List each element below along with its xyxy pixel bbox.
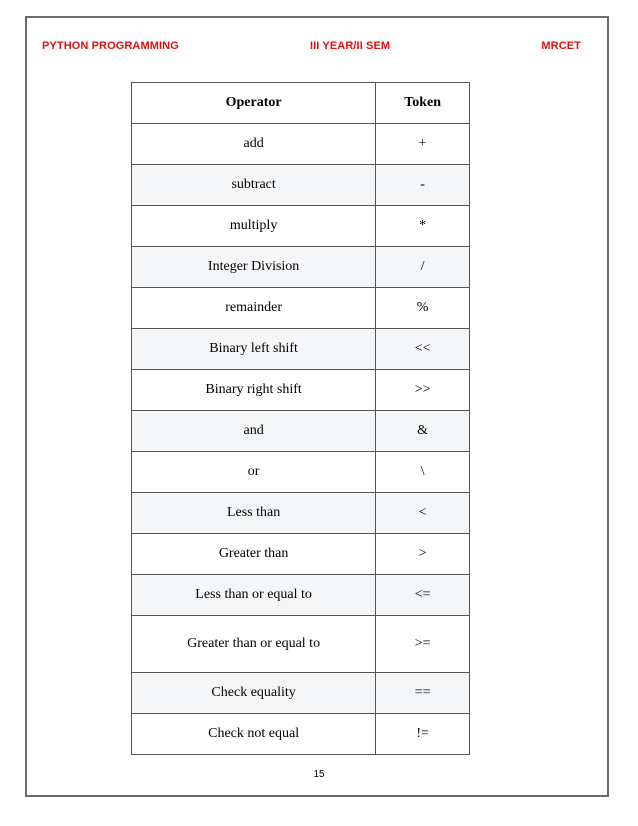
token-cell: != xyxy=(376,714,470,755)
header-institution: MRCET xyxy=(541,40,581,52)
operator-cell: multiply xyxy=(132,206,376,247)
token-cell: * xyxy=(376,206,470,247)
operator-cell: Greater than or equal to xyxy=(132,616,376,673)
table-row xyxy=(132,411,470,452)
token-cell: >= xyxy=(376,616,470,673)
table-row xyxy=(132,288,470,329)
operator-token-table xyxy=(131,82,470,755)
token-cell: % xyxy=(376,288,470,329)
token-cell: / xyxy=(376,247,470,288)
column-header-token: Token xyxy=(376,83,470,124)
table-row xyxy=(132,673,470,714)
table-row xyxy=(132,493,470,534)
table-row xyxy=(132,534,470,575)
token-cell: + xyxy=(376,124,470,165)
table-row xyxy=(132,124,470,165)
table-row xyxy=(132,616,470,673)
operator-cell: Integer Division xyxy=(132,247,376,288)
table-row xyxy=(132,165,470,206)
token-cell: < xyxy=(376,493,470,534)
token-cell: > xyxy=(376,534,470,575)
operator-cell: Check equality xyxy=(132,673,376,714)
operator-cell: Greater than xyxy=(132,534,376,575)
table-row xyxy=(132,329,470,370)
table-row xyxy=(132,206,470,247)
operator-cell: Check not equal xyxy=(132,714,376,755)
table-row xyxy=(132,452,470,493)
header-course-title: PYTHON PROGRAMMING xyxy=(42,40,179,52)
column-header-operator: Operator xyxy=(132,83,376,124)
operator-cell: Less than xyxy=(132,493,376,534)
token-cell: & xyxy=(376,411,470,452)
token-cell: == xyxy=(376,673,470,714)
operator-cell: or xyxy=(132,452,376,493)
table-row xyxy=(132,575,470,616)
operator-cell: and xyxy=(132,411,376,452)
token-cell: <= xyxy=(376,575,470,616)
token-cell: \ xyxy=(376,452,470,493)
token-cell: << xyxy=(376,329,470,370)
operator-cell: Binary left shift xyxy=(132,329,376,370)
operator-cell: Binary right shift xyxy=(132,370,376,411)
page-number: 15 xyxy=(313,769,325,780)
operator-cell: remainder xyxy=(132,288,376,329)
operator-cell: add xyxy=(132,124,376,165)
table-row xyxy=(132,370,470,411)
header-year-semester: III YEAR/II SEM xyxy=(310,40,391,52)
token-cell: - xyxy=(376,165,470,206)
token-cell: >> xyxy=(376,370,470,411)
operator-cell: Less than or equal to xyxy=(132,575,376,616)
table-row xyxy=(132,247,470,288)
table-header-row xyxy=(132,83,470,124)
table-row xyxy=(132,714,470,755)
operator-cell: subtract xyxy=(132,165,376,206)
